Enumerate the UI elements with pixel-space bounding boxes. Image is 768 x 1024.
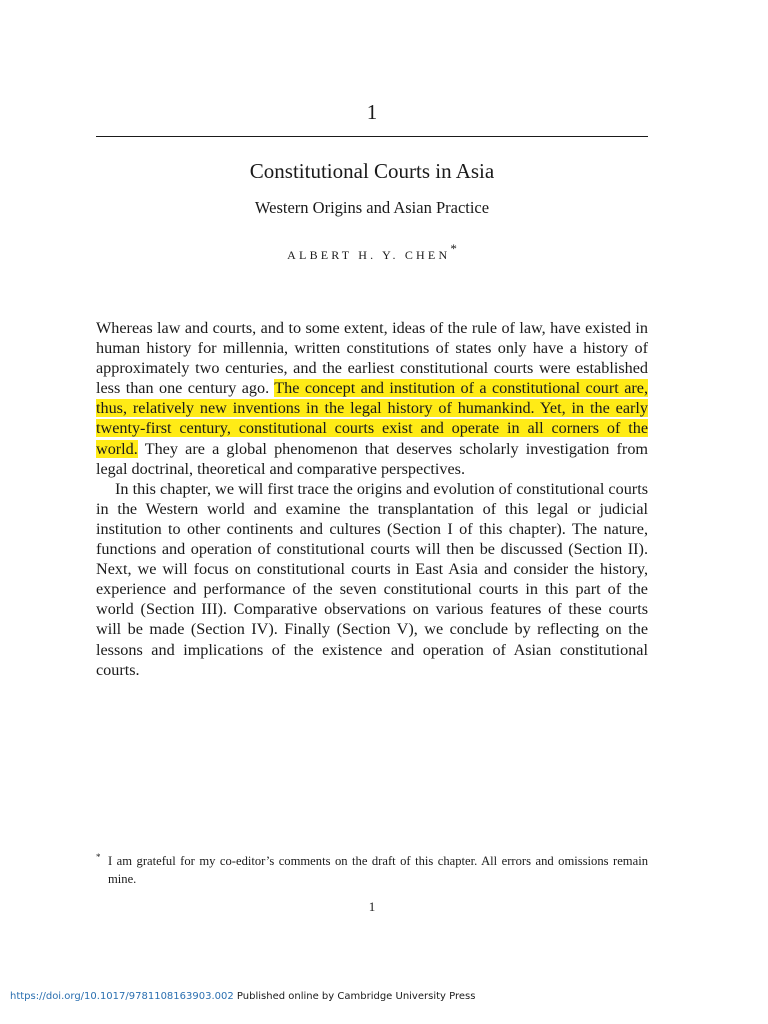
paragraph-1 [96, 318, 648, 479]
author-line [96, 242, 648, 263]
author-footnote-mark[interactable]: * [450, 241, 457, 256]
title-rule [96, 136, 648, 137]
highlighted-passage: The concept and institution of a constitutional court are, thus, relatively new inventions in the legal history of humankind. Yet, in the early twenty-first century, constitutional courts exist and operate in all corners of the world. [96, 379, 648, 458]
chapter-number: 1 [366, 100, 378, 124]
doi-footer [10, 990, 475, 1004]
publisher-note: Published online by Cambridge University Press [233, 991, 476, 1002]
page-number: 1 [368, 899, 376, 914]
paragraph-2: In this chapter, we will first trace the origins and evolution of constitutional courts in the Western world and examine the transplantation of this legal or judicial institution to other continents and cultures (Section I of this chapter). The nature, functions and operation of constitutional courts will then be discussed (Section II). Next, we will focus on constitutional courts in East Asia and consider the history, experience and performance of the seven constitutional courts in this part of the world (Section III). Comparative observations on various features of these courts will be made (Section IV). Finally (Section V), we conclude by reflecting on the lessons and implications of the existence and operation of Asian constitutional courts. [96, 479, 648, 679]
body-text [96, 318, 648, 680]
author-name: ALBERT H. Y. CHEN [287, 248, 451, 262]
paragraph-1-text-end: They are a global phenomenon that deserves scholarly investigation from legal doctrinal, theoretical and comparative perspectives. [96, 439, 648, 478]
chapter-title: Constitutional Courts in Asia [249, 159, 495, 183]
footnote-mark: * [96, 852, 101, 862]
paragraph-1-text-start: Whereas law and courts, and to some extent, ideas of the rule of law, have existed in human history for millennia, written constitutions of states only have a history of approximately two centuries, and the earliest constitutional courts were established less than one century ago. [96, 319, 648, 398]
footnote [96, 852, 648, 888]
footnote-text: I am grateful for my co-editor’s comments on the draft of this chapter. All errors and omissions remain mine. [108, 854, 648, 886]
doi-link[interactable]: https://doi.org/10.1017/9781108163903.002 [10, 991, 234, 1002]
chapter-subtitle: Western Origins and Asian Practice [254, 198, 490, 217]
